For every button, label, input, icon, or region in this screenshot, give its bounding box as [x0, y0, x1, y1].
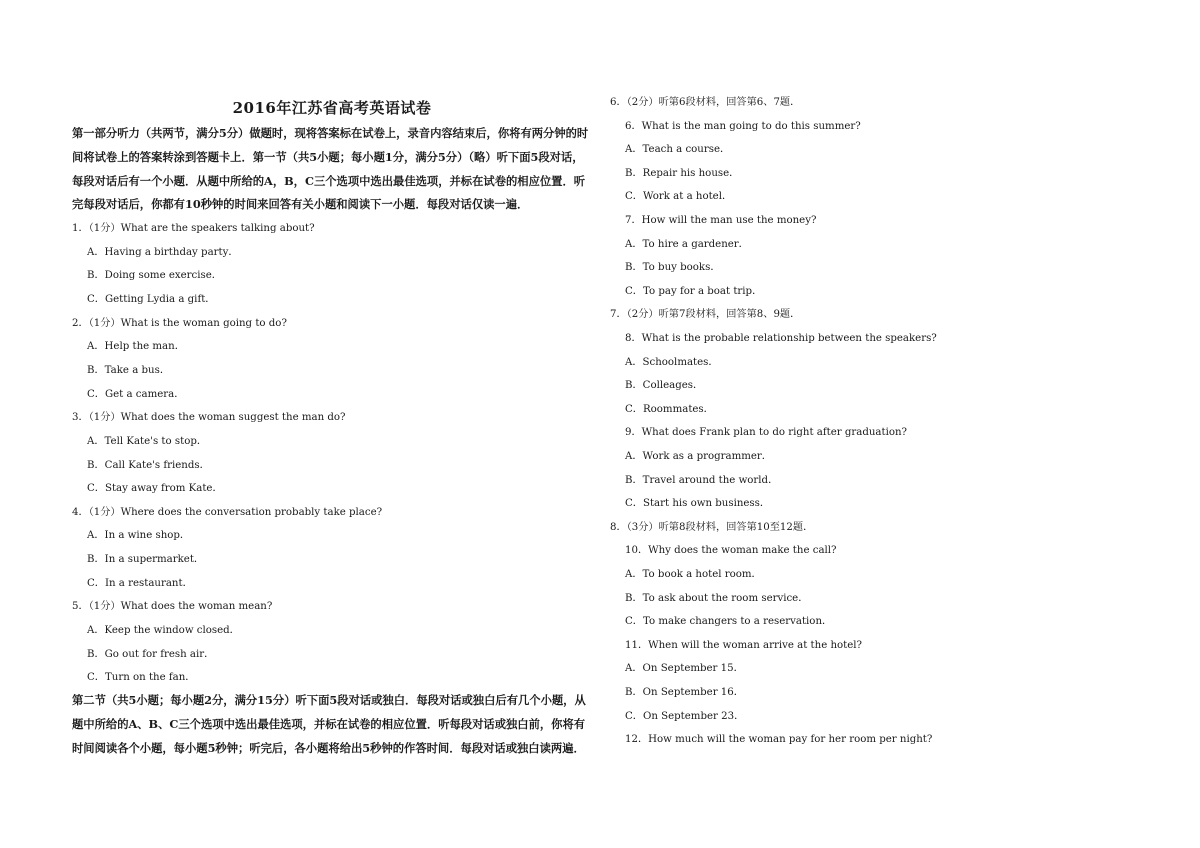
answer-option: B．Take a bus．	[87, 364, 171, 376]
part1-intro: 第一部分听力（共两节，满分5分）做题时，现将答案标在试卷上，录音内容结束后，你将有两分钟的时间将试卷上的答案转涂到答题卡上．第一节（共5小题；每小题1分，满分5分）（略）听下面5段对话，每段对话后有一个小题．从题中所给的A，B，C三个选项中选出最佳选项，并标在试卷的相应位置．听完每段对话后，你都有10秒钟的时间来回答有关小题和阅读下一小题．每段对话仅读一遍．	[72, 126, 589, 212]
answer-option: C．Getting Lydia a gift．	[87, 293, 216, 305]
answer-option: A．To hire a gardener．	[625, 238, 749, 250]
answer-option: A．Schoolmates．	[625, 356, 719, 368]
answer-option: C．Roommates．	[625, 403, 714, 415]
answer-option: C．Start his own business．	[625, 498, 771, 510]
answer-option: B．Travel around the world．	[625, 474, 779, 486]
answer-option: C．In a restaurant．	[87, 577, 193, 589]
question-header: 4．（1分）Where does the conversation probably take place?	[72, 506, 383, 518]
answer-option: A．To book a hotel room．	[625, 569, 762, 580]
answer-option: C．On September 23．	[625, 710, 745, 722]
question-header: 5．（1分）What does the woman mean?	[72, 601, 273, 613]
question-item: 11．When will the woman arrive at the hotel?	[625, 639, 863, 651]
question-header: 1．（1分）What are the speakers talking about?	[72, 223, 315, 234]
answer-option: C．Turn on the fan．	[87, 672, 196, 684]
answer-option: B．Go out for fresh air．	[87, 648, 215, 660]
answer-option: B．Repair his house．	[625, 167, 740, 179]
question-header: 3．（1分）What does the woman suggest the man do?	[72, 412, 346, 424]
question-item: 9．What does Frank plan to do right after graduation?	[625, 427, 908, 439]
question-header: 8．（3分）听第8段材料，回答第10至12题．	[610, 521, 814, 533]
answer-option: A．Teach a course．	[625, 144, 731, 156]
answer-option: A．In a wine shop．	[87, 530, 191, 542]
question-header: 7．（2分）听第7段材料，回答第8、9题．	[610, 309, 801, 321]
answer-option: C．Work at a hotel．	[625, 191, 733, 203]
answer-option: B．In a supermarket．	[87, 554, 205, 566]
question-header: 2．（1分）What is the woman going to do?	[72, 317, 287, 329]
answer-option: A．Work as a programmer．	[625, 451, 772, 462]
answer-option: B．To buy books．	[625, 262, 721, 274]
answer-option: C．Get a camera．	[87, 388, 185, 400]
answer-option: A．Keep the window closed．	[87, 625, 240, 637]
question-item: 10．Why does the woman make the call?	[625, 545, 837, 557]
answer-option: B．Doing some exercise．	[87, 270, 222, 282]
answer-option: B．To ask about the room service．	[625, 592, 809, 604]
answer-option: A．Having a birthday party．	[87, 246, 239, 258]
question-item: 8．What is the probable relationship between the speakers?	[625, 333, 937, 344]
question-item: 6．What is the man going to do this summer?	[625, 120, 861, 132]
answer-option: B．Call Kate's friends．	[87, 459, 210, 471]
page-title: 2016年江苏省高考英语试卷	[232, 99, 432, 117]
question-item: 12．How much will the woman pay for her room per night?	[625, 734, 933, 746]
question-header: 6．（2分）听第6段材料，回答第6、7题．	[610, 97, 801, 108]
answer-option: C．To make changers to a reservation．	[625, 616, 833, 628]
answer-option: C．Stay away from Kate．	[87, 483, 223, 495]
question-item: 7．How will the man use the money?	[625, 215, 817, 226]
answer-option: C．To pay for a boat trip．	[625, 285, 763, 297]
answer-option: B．On September 16．	[625, 687, 744, 698]
answer-option: A．Help the man．	[87, 341, 185, 353]
answer-option: A．Tell Kate's to stop．	[87, 435, 208, 447]
answer-option: B．Colleages．	[625, 380, 704, 392]
answer-option: A．On September 15．	[625, 663, 744, 675]
part2-intro: 第二节（共5小题；每小题2分，满分15分）听下面5段对话或独白．每段对话或独白后有几个小题，从题中所给的A、B、C三个选项中选出最佳选项，并标在试卷的相应位置．听每段对话或独白前，你将有时间阅读各个小题，每小题5秒钟；听完后，各小题将给出5秒钟的作答时间．每段对话或独白读两遍．	[72, 693, 586, 755]
